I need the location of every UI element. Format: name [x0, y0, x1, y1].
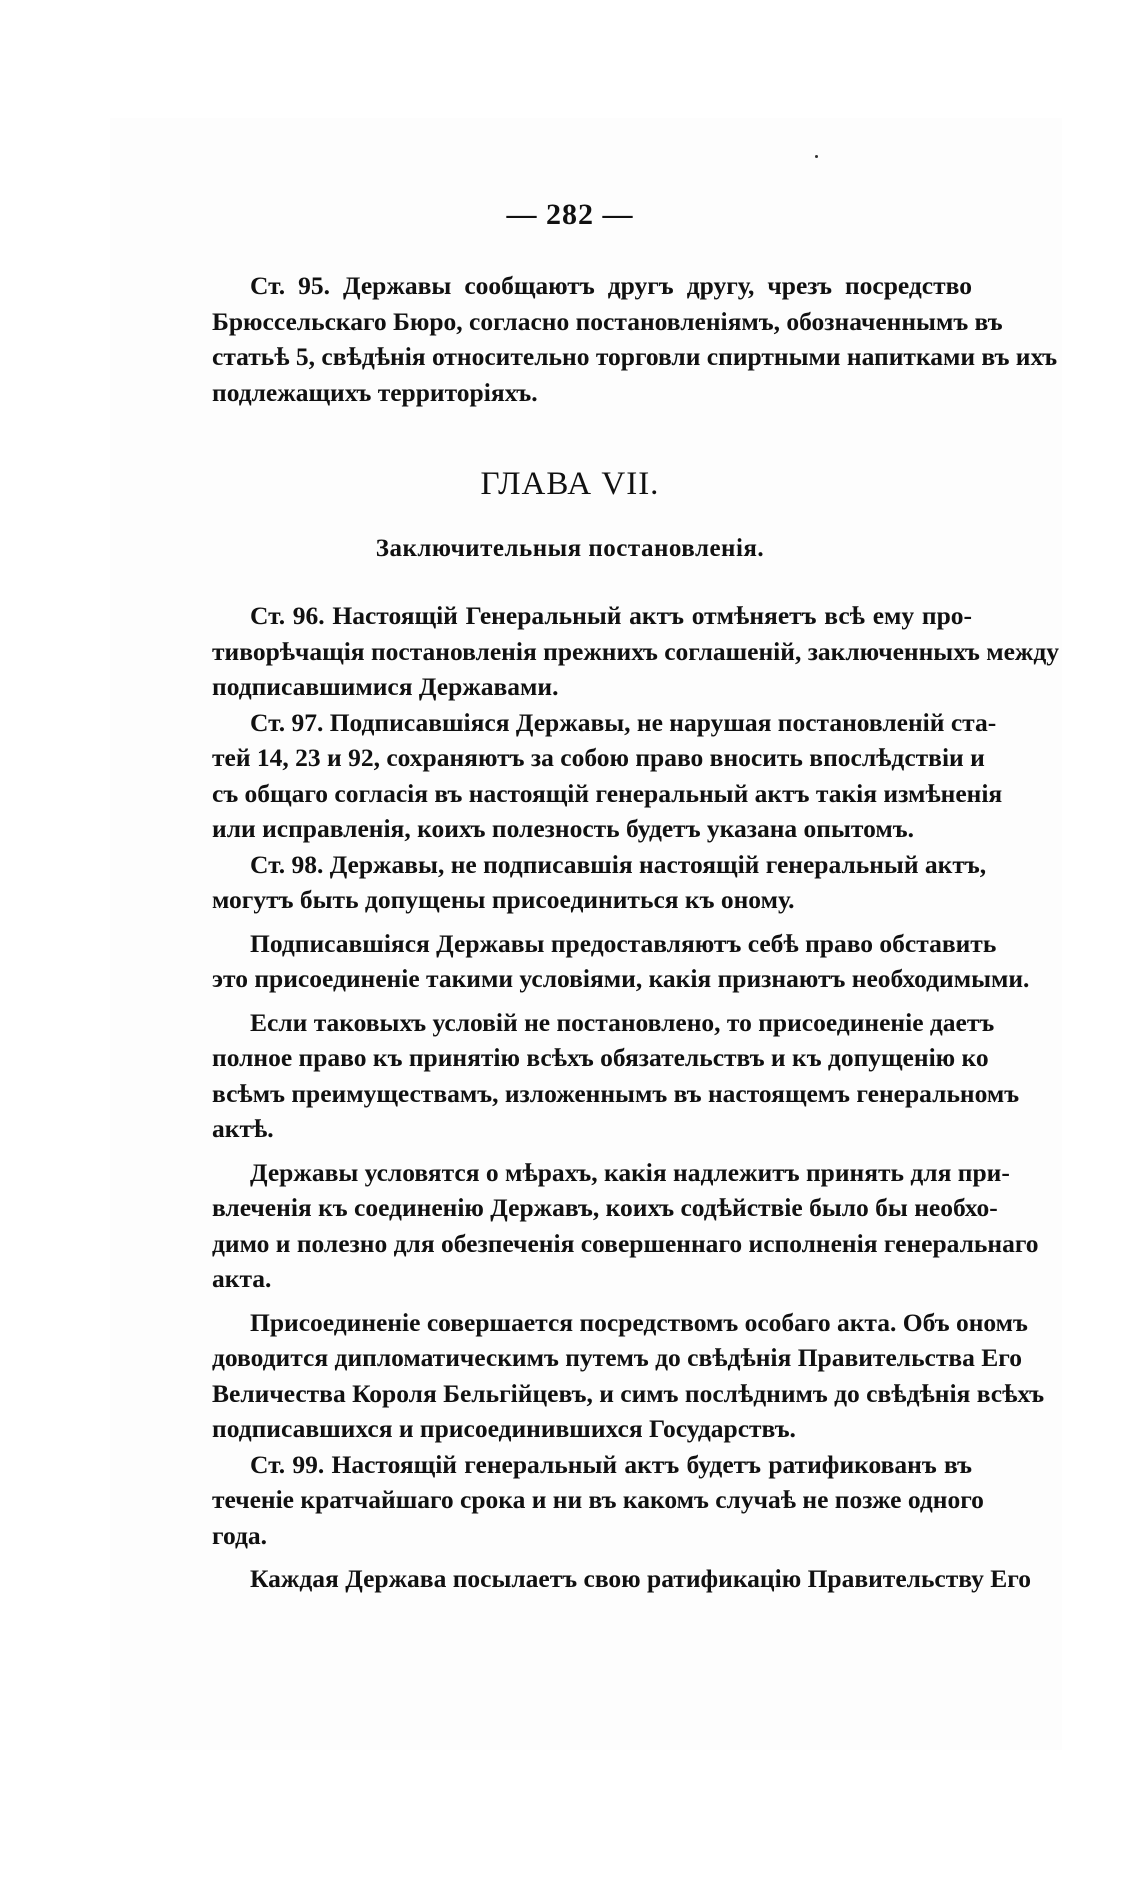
paragraph-line: Ст. 98. Державы, не подписавшія настоящій генеральный актъ, — [250, 849, 987, 879]
paragraph-article-97 — [212, 705, 1003, 847]
paragraph-line: Ст. 96. Настоящій Генеральный актъ отмѣняетъ всѣ ему про- — [250, 601, 972, 630]
paragraph-conditions — [212, 926, 1030, 997]
paragraph-line: это присоединеніе такими условіями, какія признаютъ необходимыми. — [212, 964, 1030, 993]
final-provisions-text — [212, 598, 1060, 1597]
paragraph-measures — [212, 1155, 1039, 1297]
paragraph-line: димо и полезно для обезпеченія совершеннаго исполненія генеральнаго — [212, 1228, 1039, 1258]
paragraph-ratification — [212, 1561, 1031, 1597]
paragraph-line: года. — [212, 1520, 267, 1550]
paragraph-line: Если таковыхъ условій не постановлено, то присоединеніе даетъ — [250, 1007, 995, 1037]
paragraph-line: Подписавшіяся Державы предоставляютъ себѣ право обставить — [250, 928, 997, 958]
paragraph-line: акта. — [212, 1264, 272, 1293]
paragraph-line: Державы условятся о мѣрахъ, какія надлежитъ принять для при- — [250, 1157, 1010, 1187]
paragraph-full-rights — [212, 1005, 1020, 1147]
scan-speck — [815, 155, 818, 158]
paragraph-line: тей 14, 23 и 92, сохраняютъ за собою право вносить впослѣдствіи и — [212, 743, 985, 772]
paragraph-line: или исправленія, коихъ полезность будетъ указана опытомъ. — [212, 814, 914, 843]
paragraph-line: доводится дипломатическимъ путемъ до свѣдѣнія Правительства Его — [212, 1343, 1022, 1372]
paragraph-line: Ст. 97. Подписавшіяся Державы, не нарушая постановленій ста- — [250, 707, 997, 737]
chapter-title: ГЛАВА VII. — [480, 466, 660, 502]
article-95-line: подлежащихъ территоріяхъ. — [212, 377, 538, 407]
paragraph-line: всѣмъ преимуществамъ, изложеннымъ въ настоящемъ генеральномъ — [212, 1078, 1020, 1108]
paragraph-line: могутъ быть допущены присоединиться къ оному. — [212, 885, 795, 914]
paragraph-article-98 — [212, 847, 987, 918]
article-95 — [212, 268, 1058, 410]
paragraph-article-96 — [212, 598, 1060, 705]
paragraph-line: подписавшимися Державами. — [212, 672, 559, 701]
paragraph-line: Ст. 99. Настоящій генеральный актъ будетъ ратификованъ въ — [250, 1449, 972, 1479]
chapter-subtitle: Заключительныя постановленія. — [375, 535, 765, 562]
paragraph-line: съ общаго согласія въ настоящій генеральный актъ такія измѣненія — [212, 778, 1003, 808]
paragraph-line: теченіе кратчайшаго срока и ни въ какомъ случаѣ не позже одного — [212, 1485, 984, 1514]
paragraph-line: подписавшихся и присоединившихся Государствъ. — [212, 1414, 796, 1443]
paragraph-line: полное право къ принятію всѣхъ обязательствъ и къ допущенію ко — [212, 1043, 989, 1072]
article-95-line: статьѣ 5, свѣдѣнія относительно торговли спиртными напитками въ ихъ — [212, 342, 1058, 371]
paragraph-line: влеченія къ соединенію Державъ, коихъ содѣйствіе было бы необхо- — [212, 1193, 998, 1222]
paragraph-line: актѣ. — [212, 1114, 274, 1143]
paragraph-line: Каждая Держава посылаетъ свою ратификацію Правительству Его — [250, 1564, 1031, 1593]
paragraph-line: Присоединеніе совершается посредствомъ особаго акта. Объ ономъ — [250, 1307, 1028, 1337]
paragraph-accession — [212, 1305, 1045, 1447]
page-number: — 282 — — [506, 198, 634, 231]
paragraph-line: тиворѣчащія постановленія прежнихъ соглашеній, заключенныхъ между — [212, 636, 1060, 666]
article-95-line: Брюссельскаго Бюро, согласно постановленіямъ, обозначеннымъ въ — [212, 306, 1003, 336]
article-95-line: Ст. 95. Державы сообщаютъ другъ другу, чрезъ посредство — [250, 271, 972, 300]
paragraph-line: Величества Короля Бельгійцевъ, и симъ послѣднимъ до свѣдѣнія всѣхъ — [212, 1378, 1045, 1408]
paragraph-article-99 — [212, 1447, 984, 1554]
